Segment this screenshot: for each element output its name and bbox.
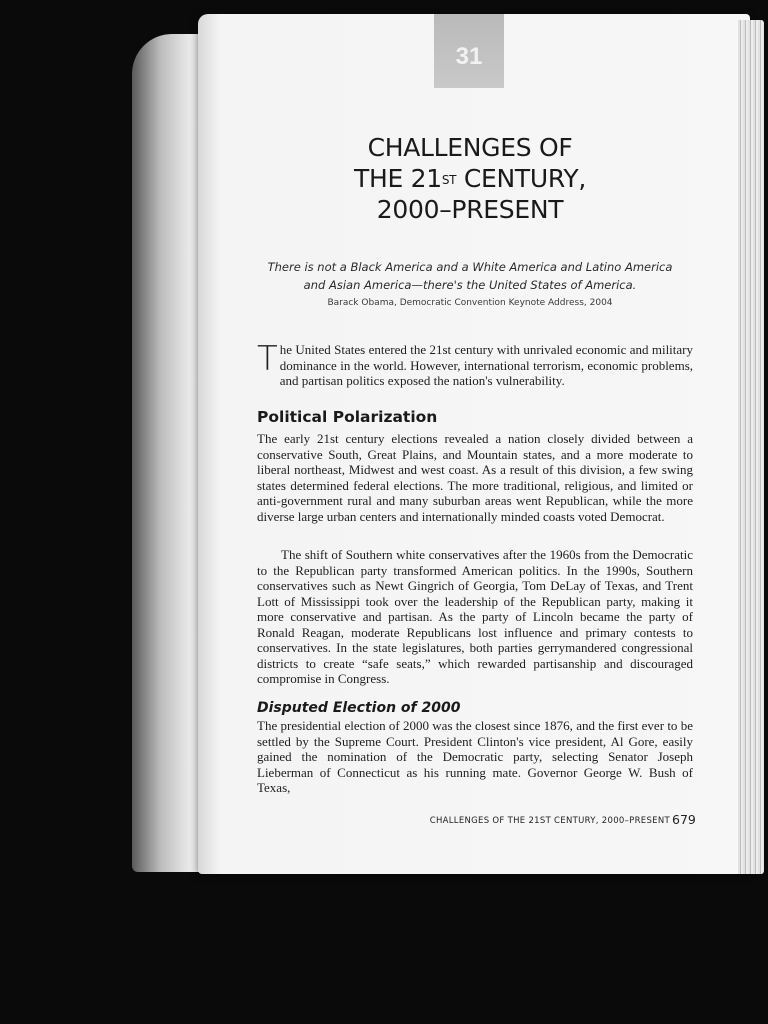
subheading-disputed-election: Disputed Election of 2000 [257,700,461,716]
chapter-title-superscript: ST [441,173,457,187]
drop-cap: T [257,339,278,379]
epigraph-quote: There is not a Black America and a White America and Latino America and Asian America—there's the United States of America. [267,260,673,292]
chapter-title-line1: CHALLENGES OF [367,133,573,162]
section2-paragraph1: The presidential election of 2000 was the closest since 1876, and the first ever to be settled by the Supreme Court. President Clinton's vice president, Al Gore, easily gained the nomination of the Democratic party, selecting Senator Joseph Lieberman of Connecticut as his running mate. Governor George W. Bush of Texas, [257,718,693,795]
chapter-title-line3: 2000–PRESENT [376,195,564,224]
running-footer: CHALLENGES OF THE 21ST CENTURY, 2000–PRESENT [429,816,670,826]
page-number: 679 [672,812,696,827]
chapter-title-line2-post: CENTURY, [456,164,586,193]
section1-paragraph2: The shift of Southern white conservatives after the 1960s from the Democratic to the Republican party transformed American politics. In the 1990s, Southern conservatives such as Newt Gingrich of Georgia, Tom DeLay of Texas, and Trent Lott of Mississippi took over the leadership of the Republican party, making it more conservative and partisan. As the party of Lincoln became the party of Ronald Reagan, moderate Republicans lost influence and primary contests to conservatives. In the state legislatures, both parties gerrymandered congressional districts to create “safe seats,” which rewarded partisanship and discouraged compromise in Congress. [257,547,693,686]
section-heading-political-polarization: Political Polarization [257,408,438,426]
chapter-title-line2-pre: THE 21 [354,164,442,193]
chapter-number-tab: 31 [434,14,504,88]
chapter-title [300,132,640,225]
section1-paragraph1: The early 21st century elections revealed a nation closely divided between a conservative South, Great Plains, and Mountain states, and a more moderate to liberal northeast, Midwest and west coast. As a result of this division, a few swing states determined federal elections. The more traditional, religious, and limited or anti-government rural and many suburban areas went Republican, while the more diverse large urban centers and internationally minded coasts voted Democrat. [257,431,693,524]
page-stack-edge [738,20,764,874]
intro-paragraph [257,339,693,389]
epigraph-attribution: Barack Obama, Democratic Convention Keynote Address, 2004 [327,298,613,308]
intro-text: he United States entered the 21st century with unrivaled economic and military dominance in the world. However, international terrorism, economic problems, and partisan politics exposed the nation's vulnerability. [279,342,693,388]
